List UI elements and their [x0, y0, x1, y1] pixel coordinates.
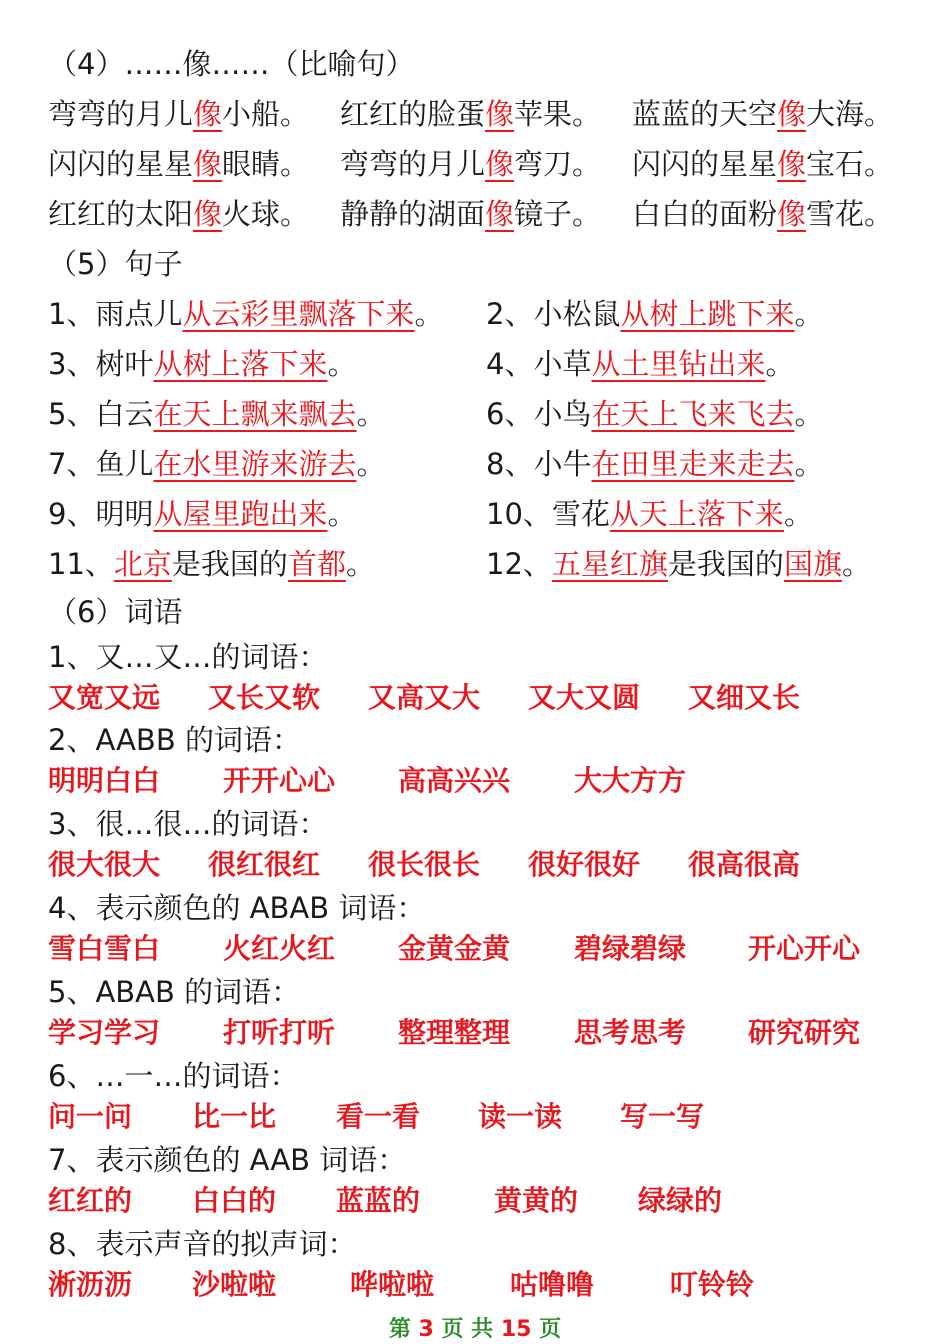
word: 学习学习: [48, 1016, 161, 1049]
word: 很红很红: [208, 848, 321, 881]
simile: 弯弯的月儿像小船。: [48, 97, 310, 131]
word: 绿绿的: [638, 1184, 723, 1217]
simile: 白白的面粉像雪花。: [632, 197, 894, 231]
section-5-heading: （5）句子: [48, 247, 183, 281]
word: 又长又软: [208, 681, 321, 714]
sentence-2: 2、小松鼠从树上跳下来。: [486, 297, 824, 331]
word: 哗啦啦: [350, 1268, 435, 1301]
simile: 静静的湖面像镜子。: [340, 197, 602, 231]
simile: 闪闪的星星像眼睛。: [48, 147, 310, 181]
word: 很长很长: [368, 848, 481, 881]
sentence-9: 9、明明从屋里跑出来。: [48, 497, 357, 531]
page-footer: 第 3 页 共 15 页: [388, 1317, 562, 1342]
word: 红红的: [48, 1184, 133, 1217]
word: 沙啦啦: [192, 1268, 277, 1301]
word: 写一写: [620, 1100, 705, 1133]
sentence-row: [48, 394, 824, 434]
sentence-12: 12、五星红旗是我国的国旗。: [486, 547, 871, 581]
sentence-row: [48, 494, 813, 534]
word: 黄黄的: [494, 1184, 579, 1217]
sentence-6: 6、小鸟在天上飞来飞去。: [486, 397, 824, 431]
word-group-title: 8、表示声音的拟声词：: [48, 1227, 357, 1261]
word: 火红火红: [223, 932, 336, 965]
word-group-title: 4、表示颜色的 ABAB 词语：: [48, 891, 426, 925]
word: 白白的: [192, 1184, 277, 1217]
word: 比一比: [192, 1100, 277, 1133]
word: 很好很好: [528, 848, 641, 881]
word-group-title: 5、ABAB 的词语：: [48, 975, 301, 1009]
word: 高高兴兴: [398, 764, 511, 797]
simile: 红红的太阳像火球。: [48, 197, 310, 231]
word: 又细又长: [688, 681, 801, 714]
word: 整理整理: [398, 1016, 511, 1049]
simile: 蓝蓝的天空像大海。: [632, 97, 894, 131]
sentence-4: 4、小草从土里钻出来。: [486, 347, 795, 381]
word-group-title: 1、又…又…的词语：: [48, 640, 328, 674]
current-page-number: 3: [418, 1317, 434, 1342]
total-pages-number: 15: [500, 1317, 532, 1342]
sentence-1: 1、雨点儿从云彩里飘落下来。: [48, 297, 444, 331]
word: 又大又圆: [528, 681, 641, 714]
word-group-title: 7、表示颜色的 AAB 词语：: [48, 1143, 407, 1177]
word: 研究研究: [748, 1016, 861, 1049]
word: 金黄金黄: [398, 932, 511, 965]
word: 叮铃铃: [670, 1268, 755, 1301]
sentence-3: 3、树叶从树上落下来。: [48, 347, 357, 381]
simile: 闪闪的星星像宝石。: [632, 147, 894, 181]
simile: 弯弯的月儿像弯刀。: [340, 147, 602, 181]
simile-row-2: [48, 144, 894, 184]
word-group-title: 6、…一…的词语：: [48, 1059, 299, 1093]
simile: 红红的脸蛋像苹果。: [340, 97, 602, 131]
word: 开开心心: [223, 764, 336, 797]
word: 思考思考: [574, 1016, 687, 1049]
word: 碧绿碧绿: [574, 932, 687, 965]
sentence-10: 10、雪花从天上落下来。: [486, 497, 813, 531]
word: 读一读: [478, 1100, 563, 1133]
sentence-8: 8、小牛在田里走来走去。: [486, 447, 824, 481]
sentence-7: 7、鱼儿在水里游来游去。: [48, 447, 386, 481]
word: 又高又大: [368, 681, 481, 714]
word: 打听打听: [223, 1016, 336, 1049]
word: 又宽又远: [48, 681, 161, 714]
section-6-heading: （6）词语: [48, 595, 183, 629]
sentence-row: [48, 294, 824, 334]
word: 明明白白: [48, 764, 161, 797]
word: 大大方方: [574, 764, 687, 797]
word: 蓝蓝的: [336, 1184, 421, 1217]
word-group-title: 2、AABB 的词语：: [48, 723, 301, 757]
word: 咕噜噜: [510, 1268, 595, 1301]
word-group-title: 3、很…很…的词语：: [48, 807, 328, 841]
simile-row-1: [48, 94, 894, 134]
sentence-row: [48, 344, 795, 384]
word: 很高很高: [688, 848, 801, 881]
word: 淅沥沥: [48, 1268, 133, 1301]
sentence-5: 5、白云在天上飘来飘去。: [48, 397, 386, 431]
simile-row-3: [48, 194, 894, 234]
word: 开心开心: [748, 932, 861, 965]
sentence-row: [48, 544, 871, 584]
word: 很大很大: [48, 848, 161, 881]
sentence-11: 11、北京是我国的首都。: [48, 547, 375, 581]
sentence-row: [48, 444, 824, 484]
section-4-heading: （4）……像……（比喻句）: [48, 47, 415, 81]
word: 雪白雪白: [48, 932, 161, 965]
word: 问一问: [48, 1100, 133, 1133]
word: 看一看: [336, 1100, 421, 1133]
